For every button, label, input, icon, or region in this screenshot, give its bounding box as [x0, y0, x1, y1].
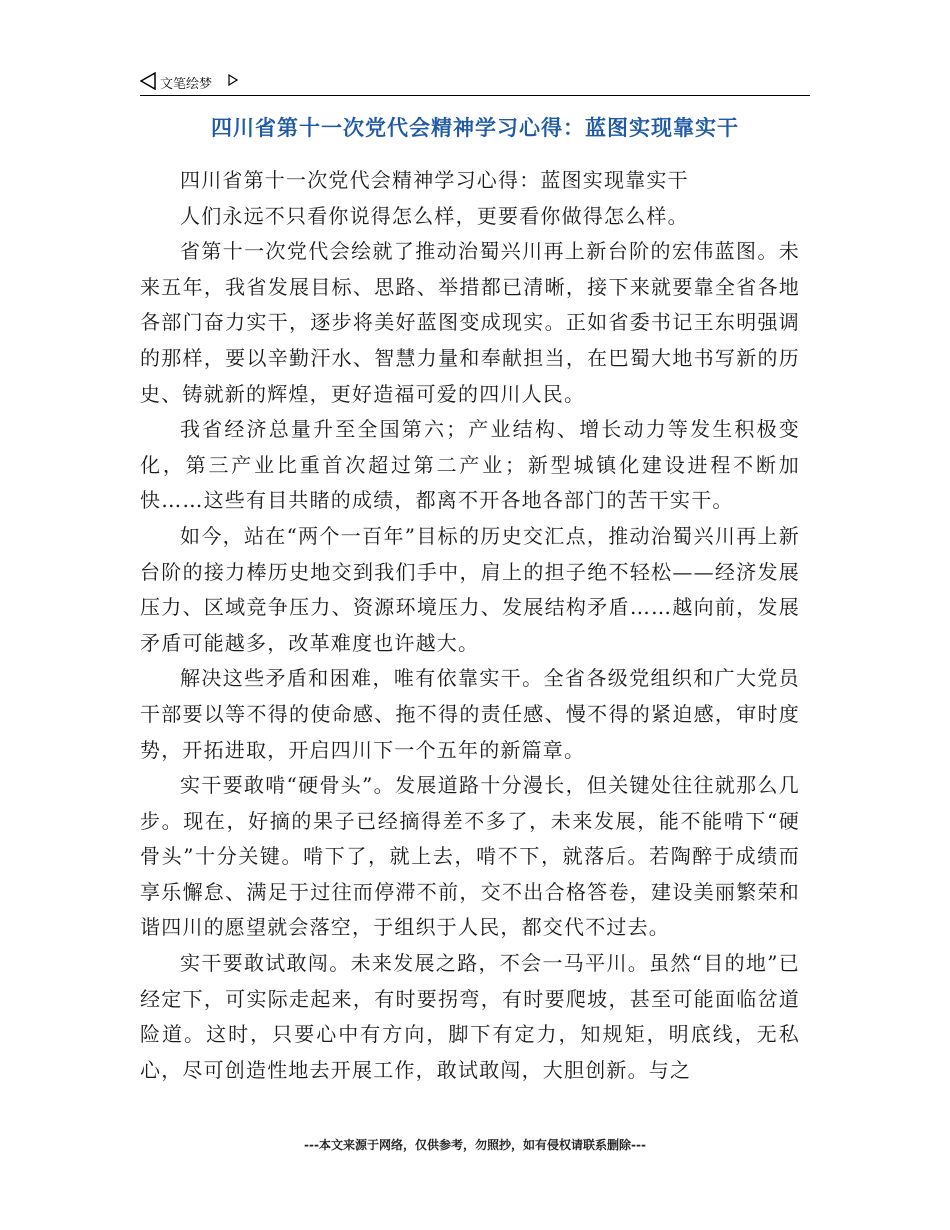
triangle-left-icon	[140, 72, 156, 90]
paragraph: 人们永远不只看你说得怎么样，更要看你做得怎么样。	[180, 203, 689, 228]
triangle-right-icon	[228, 74, 238, 86]
paragraph: 我省经济总量升至全国第六；产业结构、增长动力等发生积极变化，第三产业比重首次超过第二产业；新型城镇化建设进程不断加快……这些有目共睹的成绩，都离不开各地各部门的苦干实干。	[140, 417, 800, 513]
page-footer: ---本文来源于网络，仅供参考，勿照抄，如有侵权请联系删除---	[304, 1138, 646, 1152]
paragraph: 解决这些矛盾和困难，唯有依靠实干。全省各级党组织和广大党员干部要以等不得的使命感、拖不得的责任感、慢不得的紧迫感，审时度势，开拓进取，开启四川下一个五年的新篇章。	[140, 666, 800, 762]
page-header	[140, 70, 810, 96]
paragraph: 四川省第十一次党代会精神学习心得：蓝图实现靠实干	[180, 168, 689, 192]
paragraph: 省第十一次党代会绘就了推动治蜀兴川再上新台阶的宏伟蓝图。未来五年，我省发展目标、思路、举措都已清晰，接下来就要靠全省各地各部门奋力实干，逐步将美好蓝图变成现实。正如省委书记王东明强调的那样，要以辛勤汗水、智慧力量和奉献担当，在巴蜀大地书写新的历史、铸就新的辉煌，更好造福可爱的四川人民。	[140, 239, 800, 406]
paragraph: 如今，站在“两个一百年”目标的历史交汇点，推动治蜀兴川再上新台阶的接力棒历史地交到我们手中，肩上的担子绝不轻松——经济发展压力、区域竞争压力、资源环境压力、发展结构矛盾……越向前，发展矛盾可能越多，改革难度也许越大。	[140, 523, 800, 655]
document-title: 四川省第十一次党代会精神学习心得：蓝图实现靠实干	[211, 116, 739, 140]
document-body	[140, 163, 800, 1088]
paragraph: 实干要敢啃“硬骨头”。发展道路十分漫长，但关键处往往就那么几步。现在，好摘的果子已经摘得差不多了，未来发展，能不能啃下“硬骨头”十分关键。啃下了，就上去，啃不下，就落后。若陶醉于成绩而享乐懈怠、满足于过往而停滞不前，交不出合格答卷，建设美丽繁荣和谐四川的愿望就会落空，于组织于人民，都交代不过去。	[140, 773, 800, 940]
header-brand: 文笔绘梦	[160, 77, 213, 92]
paragraph: 实干要敢试敢闯。未来发展之路，不会一马平川。虽然“目的地”已经定下，可实际走起来，有时要拐弯，有时要爬坡，甚至可能面临岔道险道。这时，只要心中有方向，脚下有定力，知规矩，明底线，无私心，尽可创造性地去开展工作，敢试敢闯，大胆创新。与之	[140, 951, 800, 1082]
